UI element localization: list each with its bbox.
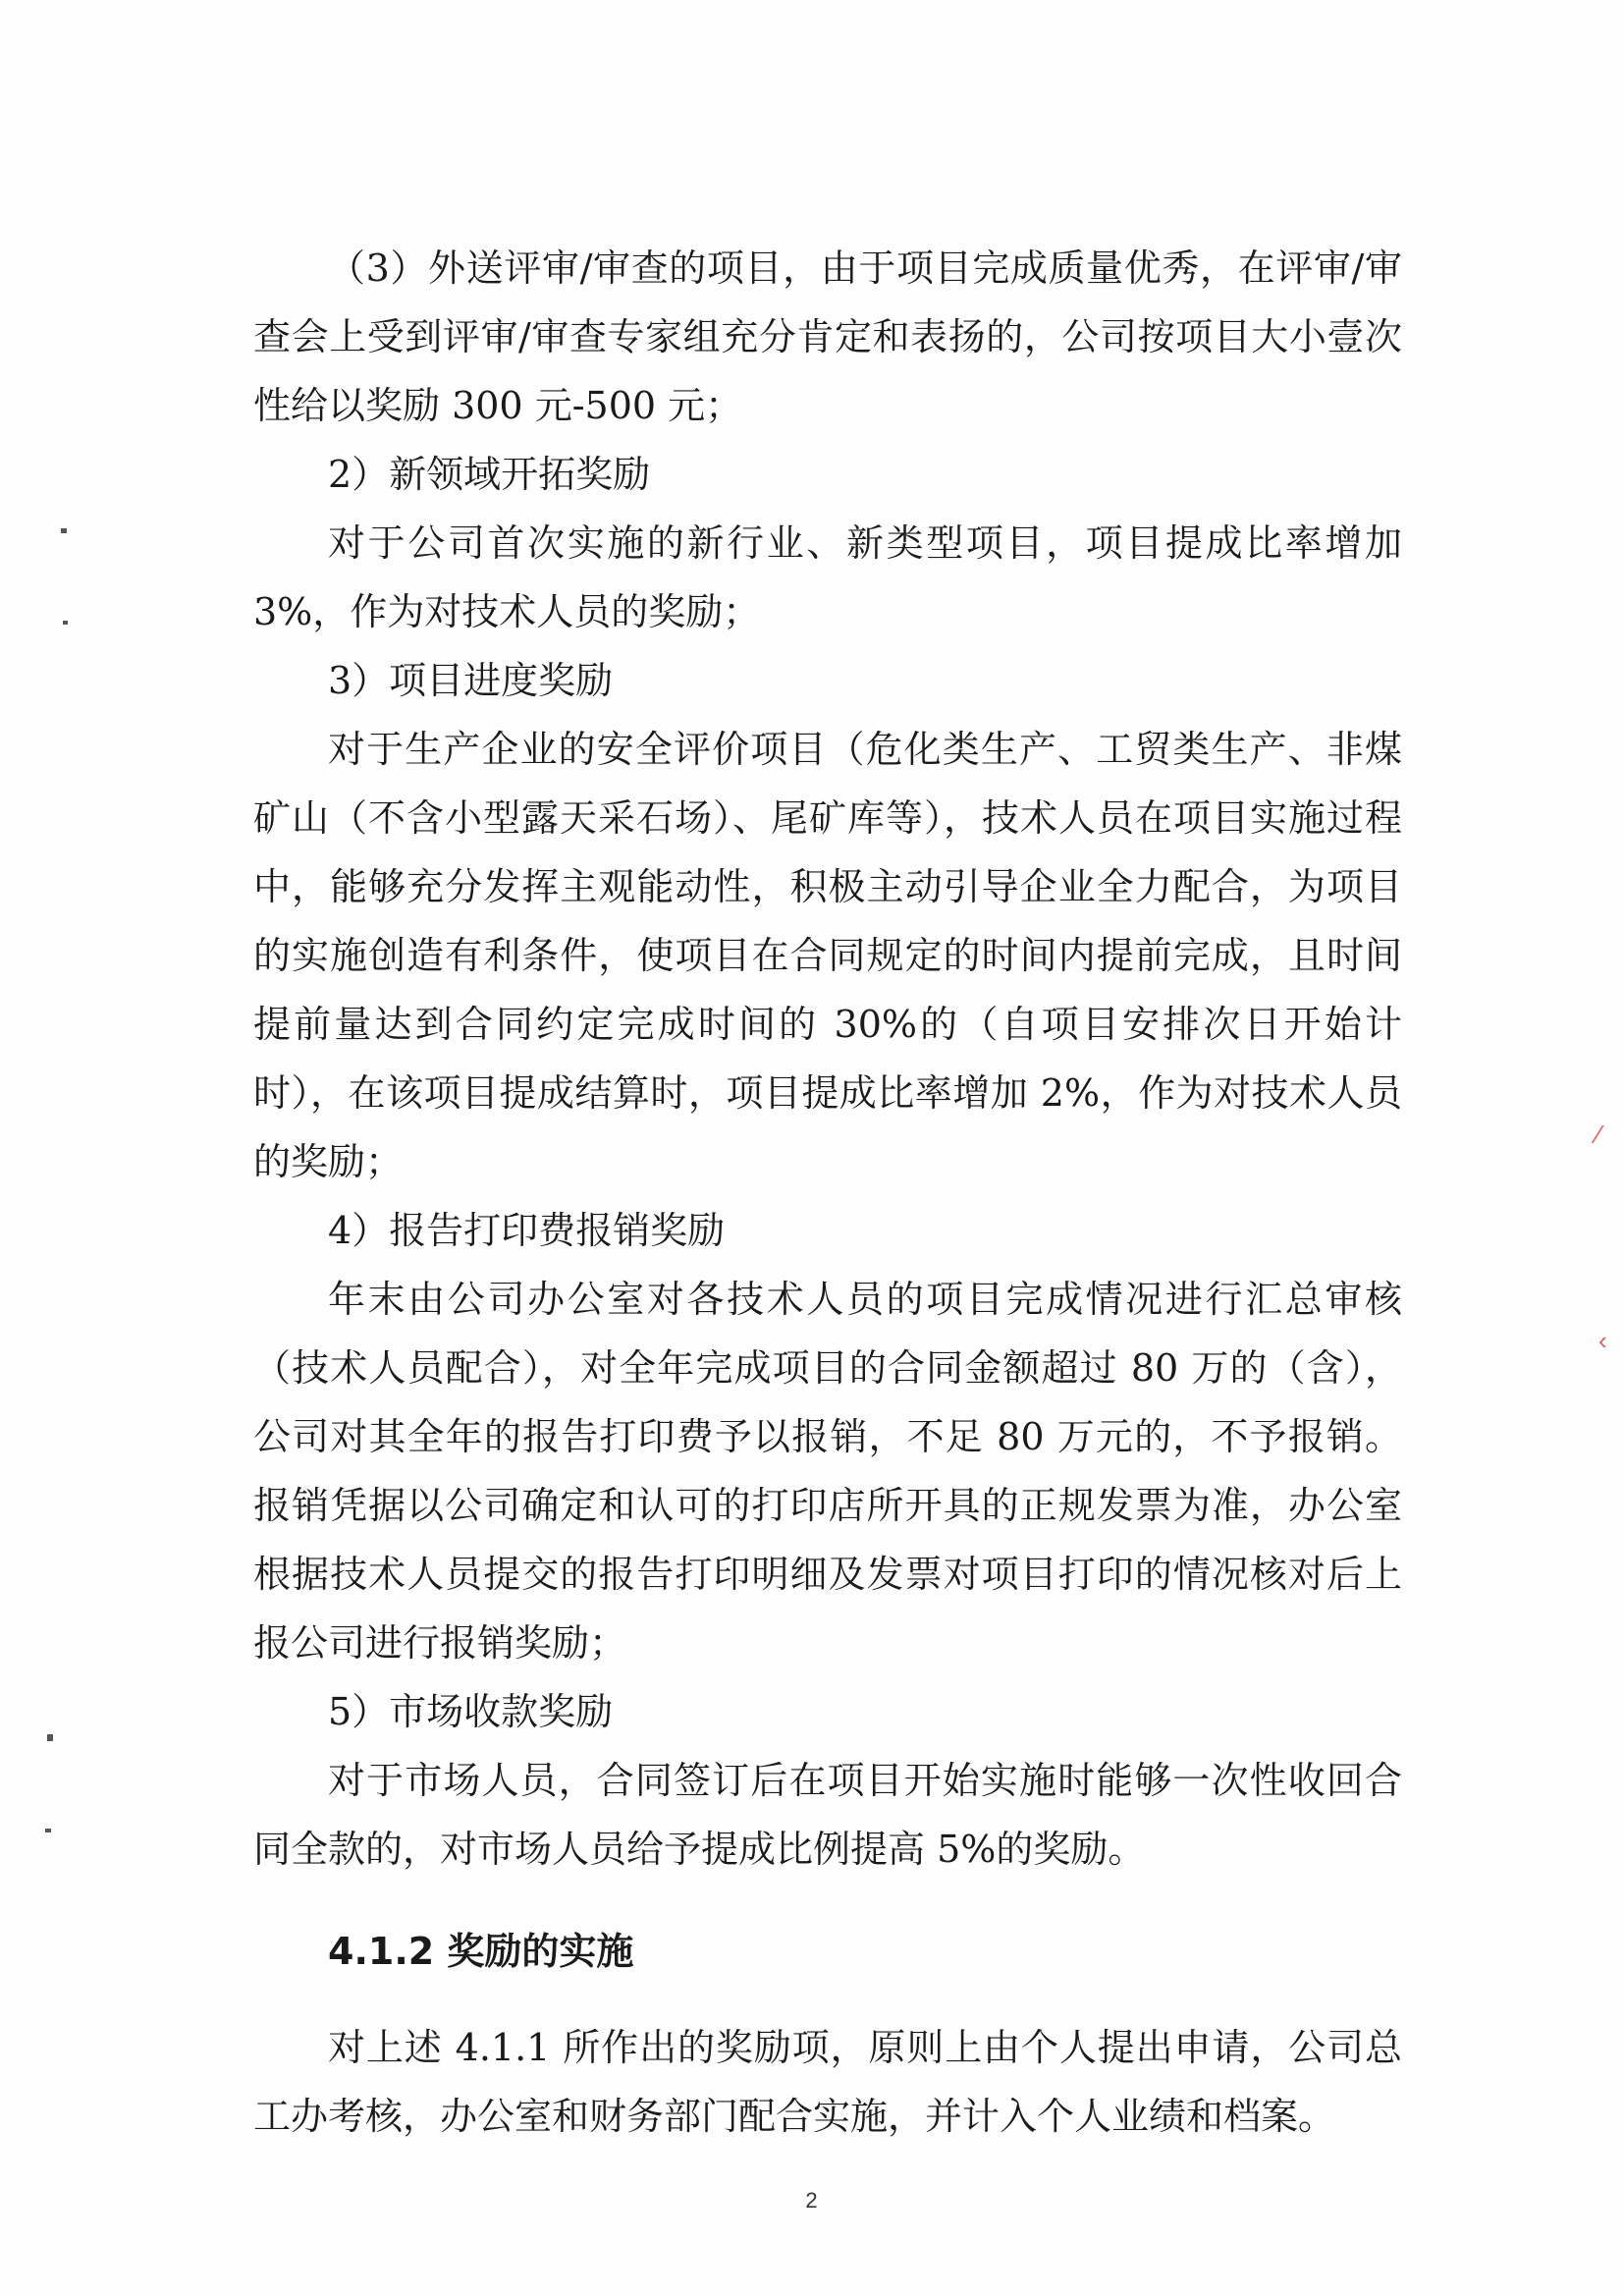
scan-speck <box>63 621 68 625</box>
stamp-fragment: ‹ <box>1598 1326 1607 1355</box>
item-heading-progress: 3）项目进度奖励 <box>328 659 614 702</box>
document-body <box>253 234 1402 2151</box>
page-number: 2 <box>805 2188 818 2213</box>
item-heading-new-field: 2）新领域开拓奖励 <box>328 453 651 496</box>
section-heading: 4.1.2 奖励的实施 <box>328 1930 634 1973</box>
paragraph-collection: 对于市场人员，合同签订后在项目开始实施时能够一次性收回合同全款的，对市场人员给予提成比例提高 5%的奖励。 <box>253 1759 1402 1871</box>
paragraph-print-fee: 年末由公司办公室对各技术人员的项目完成情况进行汇总审核（技术人员配合），对全年完成项目的合同金额超过 80 万的（含），公司对其全年的报告打印费予以报销，不足 80 万元的，不予报销。报销凭据以公司确定和认可的打印店所开具的正规发票为准，办公室根据技术人员提交的报告打印明细及发票对项目打印的情况核对后上报公司进行报销奖励； <box>253 1278 1402 1665</box>
item-heading-collection: 5）市场收款奖励 <box>328 1690 614 1733</box>
paragraph-review-award: （3）外送评审/审查的项目，由于项目完成质量优秀，在评审/审查会上受到评审/审查专家组充分肯定和表扬的，公司按项目大小壹次性给以奖励 300 元-500 元； <box>253 246 1402 427</box>
scan-speck <box>47 1734 53 1741</box>
stamp-fragment: ⁄ <box>1596 1120 1601 1149</box>
scan-speck <box>61 528 67 533</box>
item-heading-print-fee: 4）报告打印费报销奖励 <box>328 1209 726 1252</box>
scan-speck <box>45 1829 51 1832</box>
paragraph-progress: 对于生产企业的安全评价项目（危化类生产、工贸类生产、非煤矿山（不含小型露天采石场）、尾矿库等），技术人员在项目实施过程中，能够充分发挥主观能动性，积极主动引导企业全力配合，为项目的实施创造有利条件，使项目在合同规定的时间内提前完成，且时间提前量达到合同约定完成时间的 30%的（自项目安排次日开始计时），在该项目提成结算时，项目提成比率增加 2%，作为对技术人员的奖励； <box>253 728 1402 1183</box>
paragraph-new-field: 对于公司首次实施的新行业、新类型项目，项目提成比率增加3%，作为对技术人员的奖励； <box>253 521 1402 633</box>
paragraph-implementation: 对上述 4.1.1 所作出的奖励项，原则上由个人提出申请，公司总工办考核，办公室和财务部门配合实施，并计入个人业绩和档案。 <box>253 2026 1402 2138</box>
